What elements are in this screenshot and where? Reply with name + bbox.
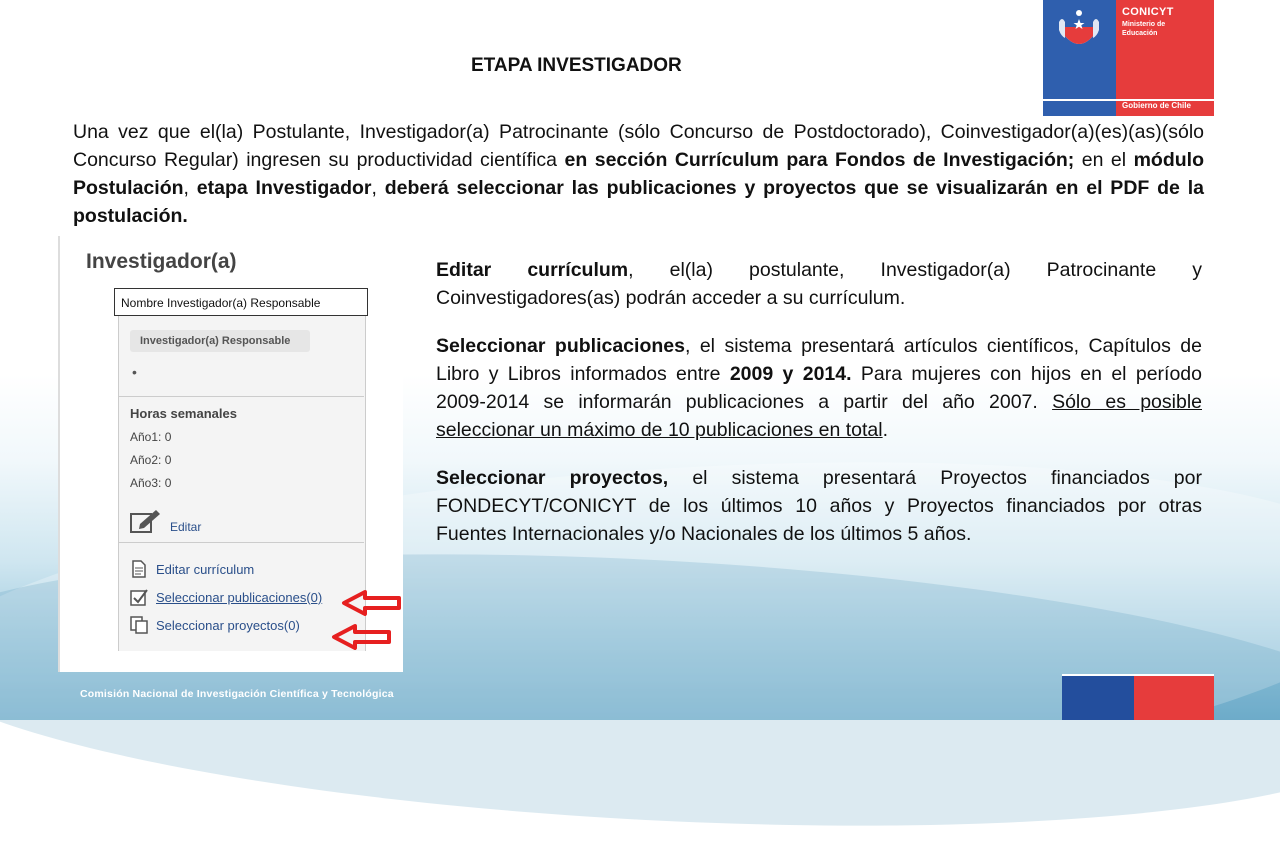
- footer-flag-bar: [1062, 674, 1214, 720]
- logo-divider: [1043, 99, 1214, 101]
- checkbox-icon: [130, 588, 148, 606]
- logo-government: Gobierno de Chile: [1122, 101, 1191, 110]
- bullet: •: [132, 364, 137, 380]
- divider: [118, 542, 364, 543]
- divider: [118, 396, 364, 397]
- select-projects-description: Seleccionar proyectos, el sistema presentará Proyectos financiados por FONDECYT/CONICYT de los últimos 10 años y Proyectos financiados por otras Fuentes Internacionales y/o Nacionales de los últimos 5 años.: [436, 467, 1202, 545]
- coat-of-arms-icon: [1057, 8, 1101, 54]
- intro-paragraph: Una vez que el(la) Postulante, Investigador(a) Patrocinante (sólo Concurso de Postdoctorado), Coinvestigador(a)(es)(as)(sólo Concurso Regular) ingresen su productividad científica en sección Currículum para Fondos de Investigación; en el módulo Postulación, etapa Investigador, deberá seleccionar las publicaciones y proyectos que se visualizarán en el PDF de la postulación.: [73, 121, 1204, 227]
- flag-red: [1134, 674, 1214, 720]
- select-publications-description: Seleccionar publicaciones, el sistema presentará artículos científicos, Capítulos de Libro y Libros informados entre 2009 y 2014. Para mujeres con hijos en el período 2009-2014 se informarán publicaciones a partir del año 2007. Sólo es posible seleccionar un máximo de 10 publicaciones en total.: [436, 335, 1202, 441]
- conicyt-logo: [1043, 0, 1214, 116]
- hours-title: Horas semanales: [130, 406, 237, 421]
- panel-title: Investigador(a): [86, 250, 237, 273]
- flag-top-line: [1062, 674, 1214, 676]
- logo-ministry: Ministerio de Educación: [1122, 21, 1166, 37]
- copy-icon: [130, 616, 148, 634]
- edit-label: Editar: [170, 520, 202, 534]
- edit-button[interactable]: [130, 508, 201, 534]
- edit-cv-description: Editar currículum, el(la) postulante, Investigador(a) Patrocinante y Coinvestigadores(as) podrán acceder a su currículum.: [436, 259, 1202, 309]
- hours-year3: Año3: 0: [130, 476, 172, 490]
- red-arrow-icon: [331, 624, 393, 650]
- role-badge: Investigador(a) Responsable: [130, 330, 310, 352]
- select-projects-link[interactable]: Seleccionar proyectos(0): [130, 616, 300, 634]
- document-icon: [130, 560, 148, 578]
- page-title: ETAPA INVESTIGADOR: [471, 55, 682, 76]
- description-column: [436, 256, 1202, 548]
- flag-blue: [1062, 674, 1134, 720]
- hours-year2: Año2: 0: [130, 453, 172, 467]
- tooltip-responsible-name: Nombre Investigador(a) Responsable: [114, 288, 368, 316]
- select-publications-link[interactable]: Seleccionar publicaciones(0): [130, 588, 322, 606]
- edit-cv-link[interactable]: Editar currículum: [130, 560, 254, 578]
- logo-name: CONICYT: [1122, 6, 1174, 18]
- edit-icon: [130, 508, 162, 534]
- hours-year1: Año1: 0: [130, 430, 172, 444]
- red-arrow-icon: [341, 590, 403, 616]
- footer-institution: Comisión Nacional de Investigación Científica y Tecnológica: [80, 688, 394, 700]
